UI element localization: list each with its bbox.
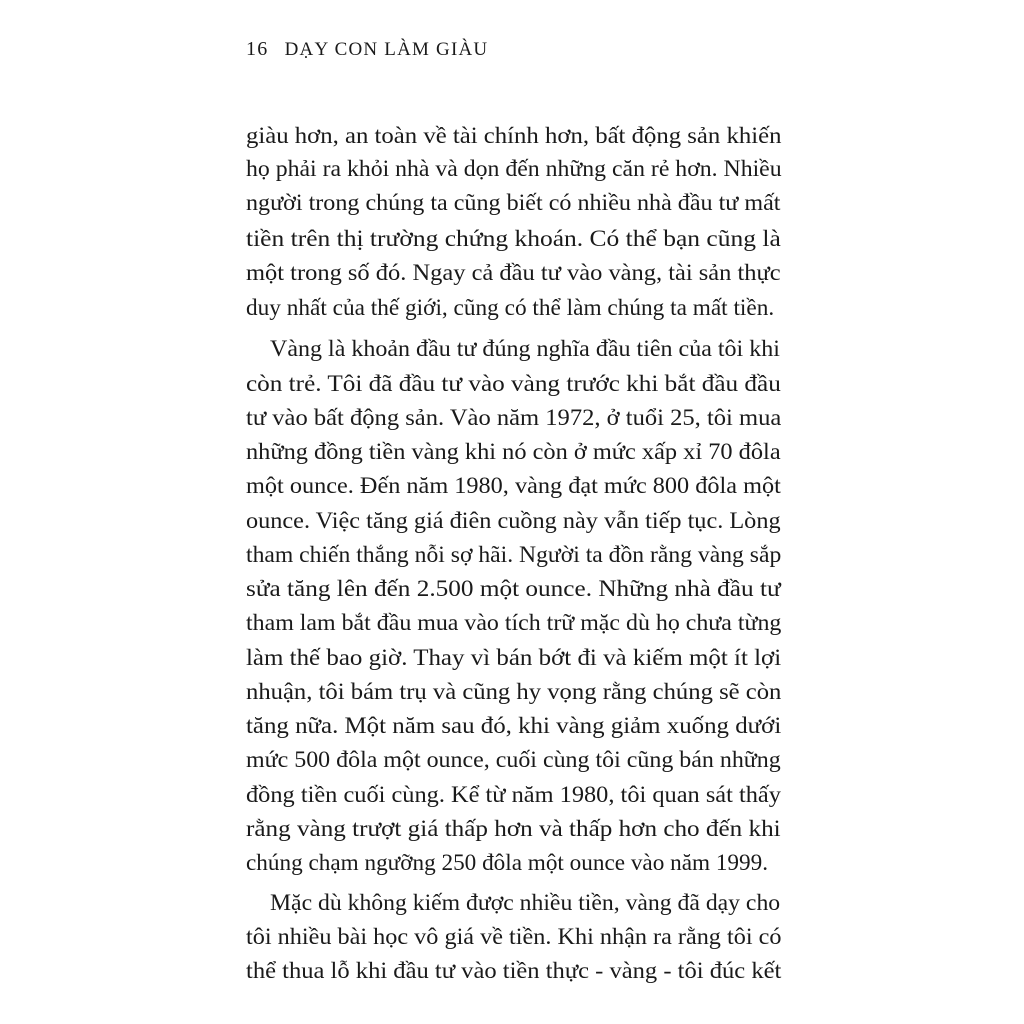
text-line: tăng nữa. Một năm sau đó, khi vàng giảm xuống dưới <box>246 713 782 739</box>
book-title: DẠY CON LÀM GIÀU <box>284 39 489 60</box>
text-line: đồng tiền cuối cùng. Kể từ năm 1980, tôi quan sát thấy <box>246 782 781 808</box>
text-line: Vàng là khoản đầu tư đúng nghĩa đầu tiên của tôi khi <box>270 336 780 362</box>
text-line: giàu hơn, an toàn về tài chính hơn, bất động sản khiến <box>246 123 782 149</box>
text-line: còn trẻ. Tôi đã đầu tư vào vàng trước khi bắt đầu đầu <box>246 371 781 397</box>
text-line: ounce. Việc tăng giá điên cuồng này vẫn tiếp tục. Lòng <box>246 508 781 534</box>
running-head <box>246 38 488 61</box>
text-line: thể thua lỗ khi đầu tư vào tiền thực - vàng - tôi đúc kết <box>246 958 782 984</box>
text-line: tôi nhiều bài học vô giá về tiền. Khi nhận ra rằng tôi có <box>246 924 782 950</box>
text-line: họ phải ra khỏi nhà và dọn đến những căn rẻ hơn. Nhiều <box>246 156 782 182</box>
page-number: 16 <box>246 38 269 60</box>
text-line: những đồng tiền vàng khi nó còn ở mức xấp xỉ 70 đôla <box>246 439 781 465</box>
text-line: mức 500 đôla một ounce, cuối cùng tôi cũng bán những <box>246 747 781 773</box>
text-line: duy nhất của thế giới, cũng có thể làm chúng ta mất tiền. <box>246 295 775 321</box>
text-line: Mặc dù không kiếm được nhiều tiền, vàng đã dạy cho <box>270 890 781 916</box>
text-line: tham chiến thắng nỗi sợ hãi. Người ta đồn rằng vàng sắp <box>246 542 782 568</box>
text-line: rằng vàng trượt giá thấp hơn và thấp hơn cho đến khi <box>246 816 781 842</box>
text-line: tham lam bắt đầu mua vào tích trữ mặc dù họ chưa từng <box>246 610 782 636</box>
text-line: sửa tăng lên đến 2.500 một ounce. Những nhà đầu tư <box>246 576 781 602</box>
text-line: tiền trên thị trường chứng khoán. Có thể bạn cũng là <box>246 226 781 252</box>
text-line: một ounce. Đến năm 1980, vàng đạt mức 800 đôla một <box>246 473 781 499</box>
text-line: làm thế bao giờ. Thay vì bán bớt đi và kiếm một ít lợi <box>246 645 782 671</box>
text-line: chúng chạm ngưỡng 250 đôla một ounce vào năm 1999. <box>246 850 769 876</box>
text-line: nhuận, tôi bám trụ và cũng hy vọng rằng chúng sẽ còn <box>246 679 782 705</box>
text-line: người trong chúng ta cũng biết có nhiều nhà đầu tư mất <box>246 190 781 216</box>
text-line: tư vào bất động sản. Vào năm 1972, ở tuổi 25, tôi mua <box>246 405 782 431</box>
text-line: một trong số đó. Ngay cả đầu tư vào vàng, tài sản thực <box>246 260 781 286</box>
